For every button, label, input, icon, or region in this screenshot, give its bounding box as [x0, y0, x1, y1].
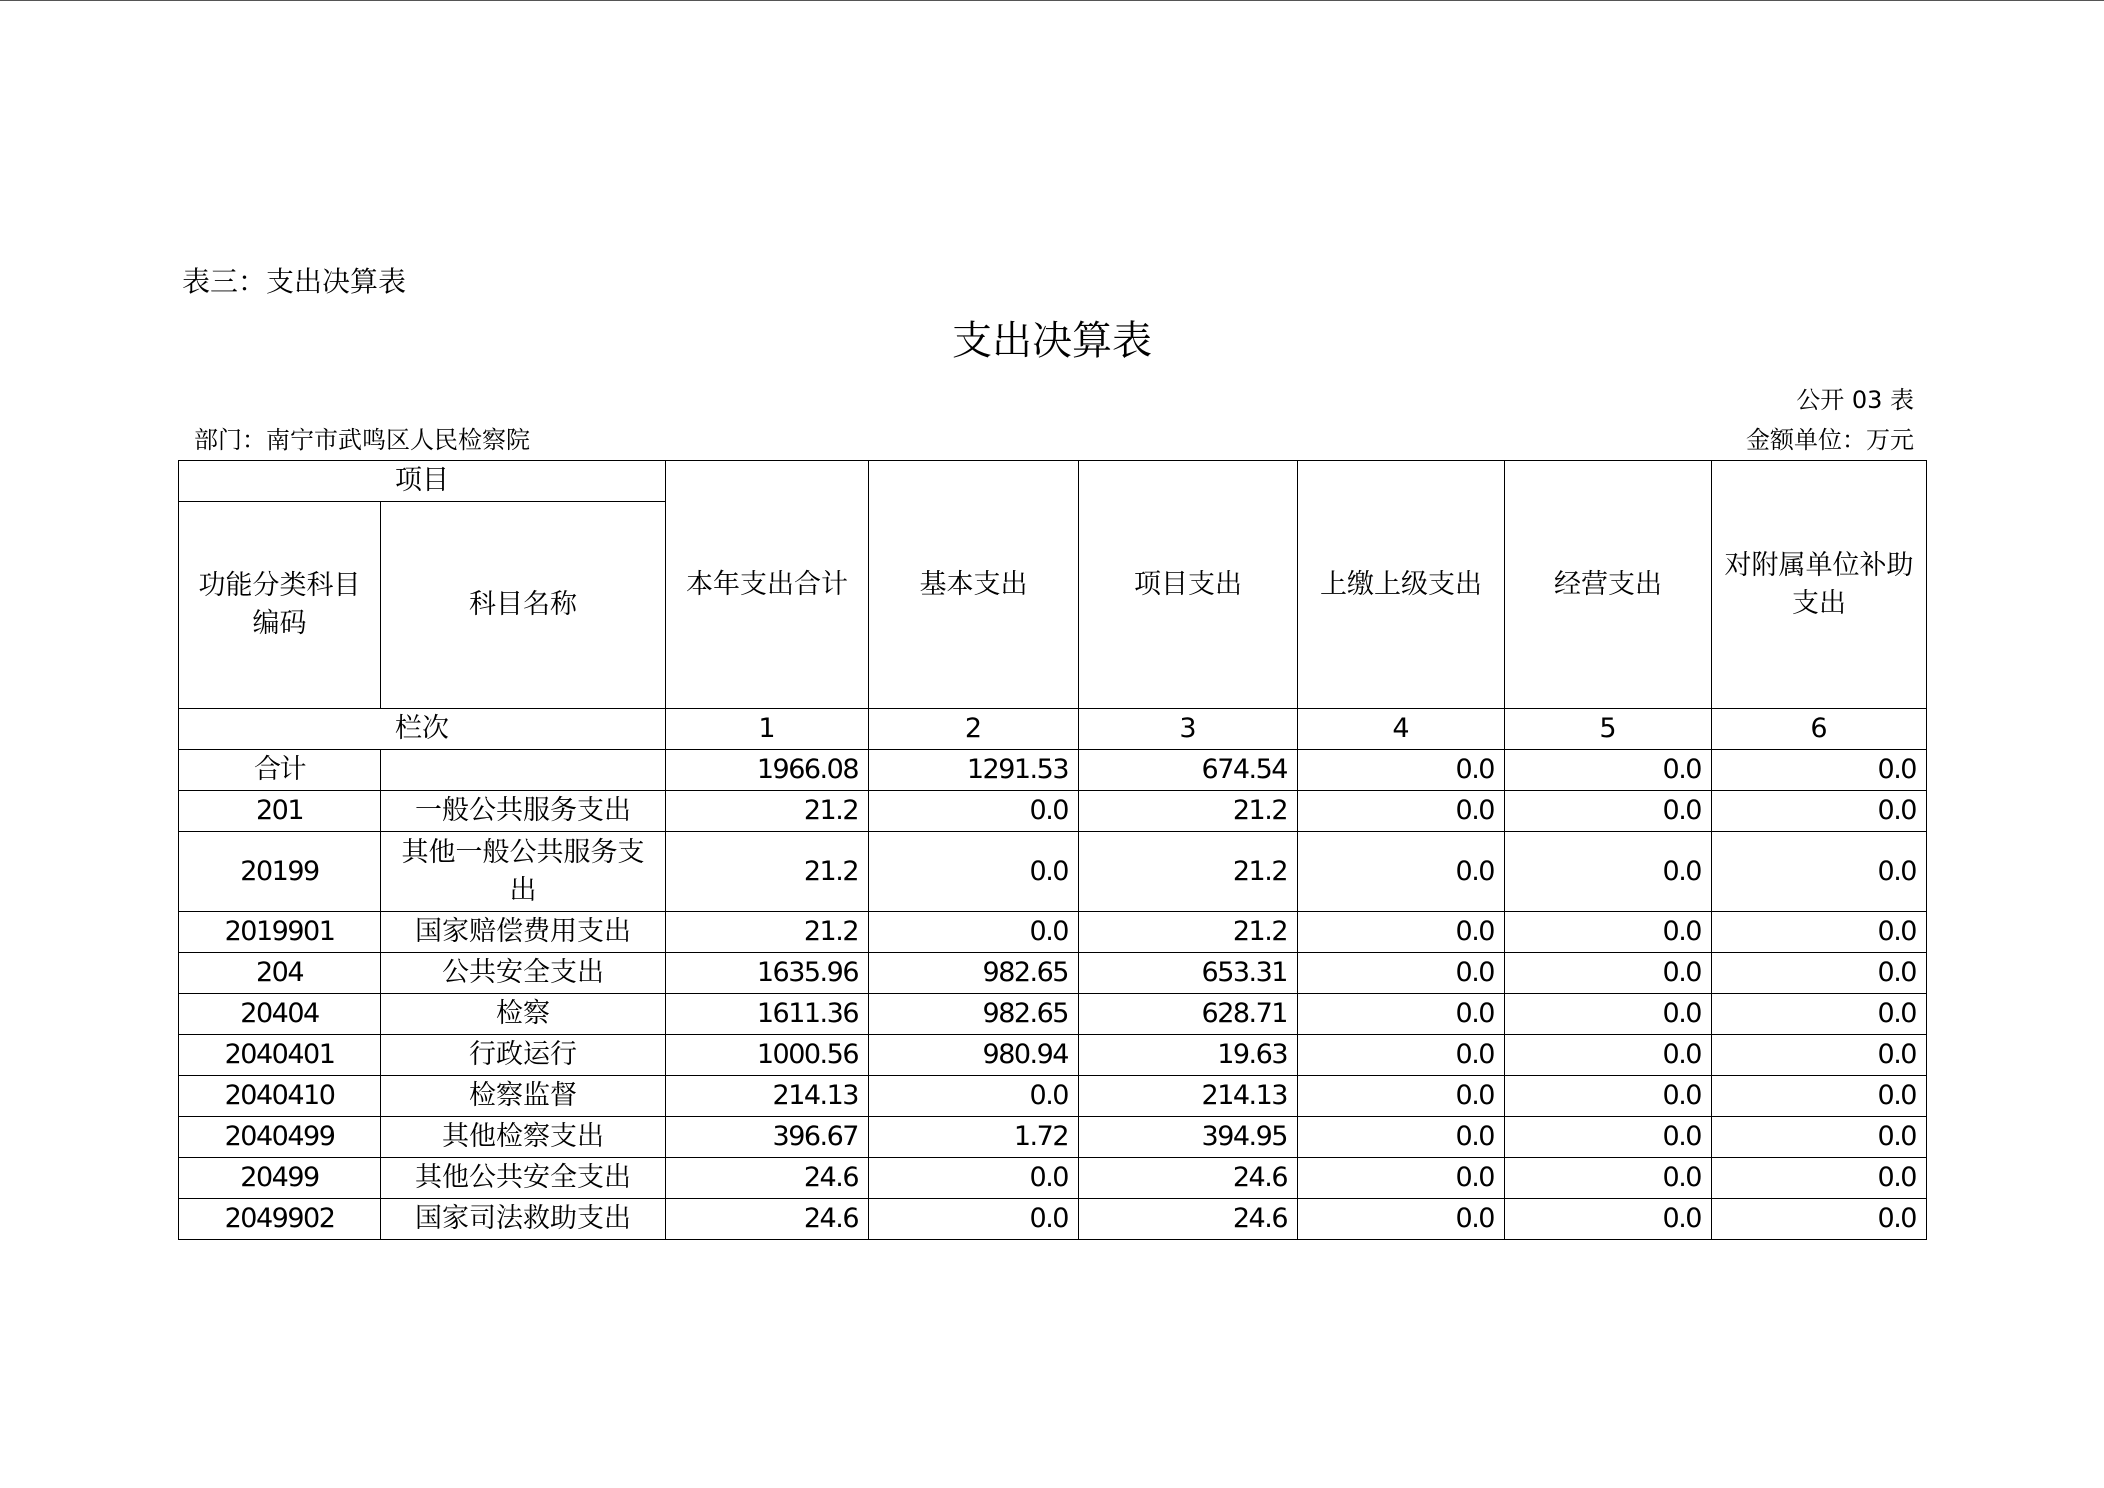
table-row — [179, 832, 1927, 912]
value-business: 0.0 — [1505, 750, 1712, 791]
header-business: 经营支出 — [1505, 461, 1712, 709]
header-project: 项目支出 — [1079, 461, 1298, 709]
value-business: 0.0 — [1505, 832, 1712, 912]
value-total: 396.67 — [666, 1117, 869, 1158]
value-business: 0.0 — [1505, 1158, 1712, 1199]
table-row — [179, 994, 1927, 1035]
subject-code: 20404 — [179, 994, 381, 1035]
header-row-1 — [179, 461, 1927, 502]
value-business: 0.0 — [1505, 1076, 1712, 1117]
value-subsidy: 0.0 — [1712, 912, 1927, 953]
value-upper: 0.0 — [1298, 994, 1505, 1035]
subject-code: 合计 — [179, 750, 381, 791]
header-subsidy: 对附属单位补助支出 — [1712, 461, 1927, 709]
value-subsidy: 0.0 — [1712, 832, 1927, 912]
value-basic: 980.94 — [869, 1035, 1079, 1076]
value-upper: 0.0 — [1298, 1076, 1505, 1117]
value-subsidy: 0.0 — [1712, 1117, 1927, 1158]
value-project: 24.6 — [1079, 1158, 1298, 1199]
subject-code: 2049902 — [179, 1199, 381, 1240]
value-basic: 1291.53 — [869, 750, 1079, 791]
value-basic: 0.0 — [869, 1158, 1079, 1199]
page-top-rule — [0, 0, 2104, 1]
table-row — [179, 912, 1927, 953]
value-basic: 0.0 — [869, 832, 1079, 912]
table-row — [179, 1117, 1927, 1158]
value-total: 21.2 — [666, 912, 869, 953]
value-upper: 0.0 — [1298, 750, 1505, 791]
value-subsidy: 0.0 — [1712, 1035, 1927, 1076]
header-basic: 基本支出 — [869, 461, 1079, 709]
value-basic: 0.0 — [869, 1199, 1079, 1240]
value-subsidy: 0.0 — [1712, 953, 1927, 994]
table-body — [179, 461, 1927, 1240]
value-business: 0.0 — [1505, 953, 1712, 994]
value-project: 24.6 — [1079, 1199, 1298, 1240]
subject-name: 检察 — [381, 994, 666, 1035]
value-project: 653.31 — [1079, 953, 1298, 994]
subject-name: 国家司法救助支出 — [381, 1199, 666, 1240]
value-total: 1966.08 — [666, 750, 869, 791]
value-business: 0.0 — [1505, 1199, 1712, 1240]
value-project: 674.54 — [1079, 750, 1298, 791]
value-upper: 0.0 — [1298, 1035, 1505, 1076]
value-total: 214.13 — [666, 1076, 869, 1117]
value-basic: 0.0 — [869, 791, 1079, 832]
subject-name: 其他检察支出 — [381, 1117, 666, 1158]
table-row — [179, 1035, 1927, 1076]
value-total: 21.2 — [666, 832, 869, 912]
page-title: 支出决算表 — [952, 318, 1152, 364]
department-label: 部门：南宁市武鸣区人民检察院 — [194, 426, 530, 454]
value-business: 0.0 — [1505, 791, 1712, 832]
sheet-label: 表三：支出决算表 — [182, 265, 407, 298]
subject-name: 检察监督 — [381, 1076, 666, 1117]
expenditure-table — [178, 460, 1927, 1240]
table-row — [179, 791, 1927, 832]
header-total: 本年支出合计 — [666, 461, 869, 709]
value-basic: 0.0 — [869, 912, 1079, 953]
value-total: 24.6 — [666, 1158, 869, 1199]
value-upper: 0.0 — [1298, 832, 1505, 912]
table-row — [179, 1076, 1927, 1117]
value-upper: 0.0 — [1298, 1158, 1505, 1199]
value-upper: 0.0 — [1298, 912, 1505, 953]
subject-code: 2040499 — [179, 1117, 381, 1158]
value-project: 628.71 — [1079, 994, 1298, 1035]
table-number: 公开 03 表 — [1796, 386, 1914, 414]
subject-code: 20499 — [179, 1158, 381, 1199]
value-basic: 982.65 — [869, 953, 1079, 994]
subject-name: 公共安全支出 — [381, 953, 666, 994]
value-subsidy: 0.0 — [1712, 1158, 1927, 1199]
value-subsidy: 0.0 — [1712, 1199, 1927, 1240]
value-project: 214.13 — [1079, 1076, 1298, 1117]
subject-name: 一般公共服务支出 — [381, 791, 666, 832]
table-row — [179, 953, 1927, 994]
subject-code: 20199 — [179, 832, 381, 912]
column-number: 6 — [1712, 709, 1927, 750]
value-subsidy: 0.0 — [1712, 1076, 1927, 1117]
value-business: 0.0 — [1505, 1117, 1712, 1158]
column-number-row — [179, 709, 1927, 750]
value-total: 24.6 — [666, 1199, 869, 1240]
value-upper: 0.0 — [1298, 1117, 1505, 1158]
column-number: 4 — [1298, 709, 1505, 750]
value-business: 0.0 — [1505, 912, 1712, 953]
value-total: 1000.56 — [666, 1035, 869, 1076]
header-code: 功能分类科目编码 — [179, 502, 381, 709]
value-project: 21.2 — [1079, 832, 1298, 912]
subject-code: 2040401 — [179, 1035, 381, 1076]
subject-code: 201 — [179, 791, 381, 832]
value-subsidy: 0.0 — [1712, 750, 1927, 791]
subject-code: 2019901 — [179, 912, 381, 953]
table-row — [179, 750, 1927, 791]
value-project: 394.95 — [1079, 1117, 1298, 1158]
subject-name: 其他一般公共服务支出 — [381, 832, 666, 912]
subject-name: 其他公共安全支出 — [381, 1158, 666, 1199]
value-total: 1635.96 — [666, 953, 869, 994]
subject-name — [381, 750, 666, 791]
value-business: 0.0 — [1505, 994, 1712, 1035]
value-upper: 0.0 — [1298, 791, 1505, 832]
value-upper: 0.0 — [1298, 953, 1505, 994]
header-upper: 上缴上级支出 — [1298, 461, 1505, 709]
value-project: 21.2 — [1079, 791, 1298, 832]
value-project: 21.2 — [1079, 912, 1298, 953]
column-number: 1 — [666, 709, 869, 750]
table-row — [179, 1199, 1927, 1240]
currency-unit-label: 金额单位：万元 — [1746, 426, 1914, 454]
value-business: 0.0 — [1505, 1035, 1712, 1076]
value-total: 1611.36 — [666, 994, 869, 1035]
subject-name: 国家赔偿费用支出 — [381, 912, 666, 953]
header-name: 科目名称 — [381, 502, 666, 709]
column-number: 2 — [869, 709, 1079, 750]
value-basic: 1.72 — [869, 1117, 1079, 1158]
value-upper: 0.0 — [1298, 1199, 1505, 1240]
column-number: 5 — [1505, 709, 1712, 750]
column-number: 3 — [1079, 709, 1298, 750]
subject-code: 2040410 — [179, 1076, 381, 1117]
value-subsidy: 0.0 — [1712, 791, 1927, 832]
header-item: 项目 — [179, 461, 666, 502]
subject-code: 204 — [179, 953, 381, 994]
value-total: 21.2 — [666, 791, 869, 832]
subject-name: 行政运行 — [381, 1035, 666, 1076]
value-project: 19.63 — [1079, 1035, 1298, 1076]
value-basic: 982.65 — [869, 994, 1079, 1035]
value-subsidy: 0.0 — [1712, 994, 1927, 1035]
column-label: 栏次 — [179, 709, 666, 750]
value-basic: 0.0 — [869, 1076, 1079, 1117]
table-row — [179, 1158, 1927, 1199]
